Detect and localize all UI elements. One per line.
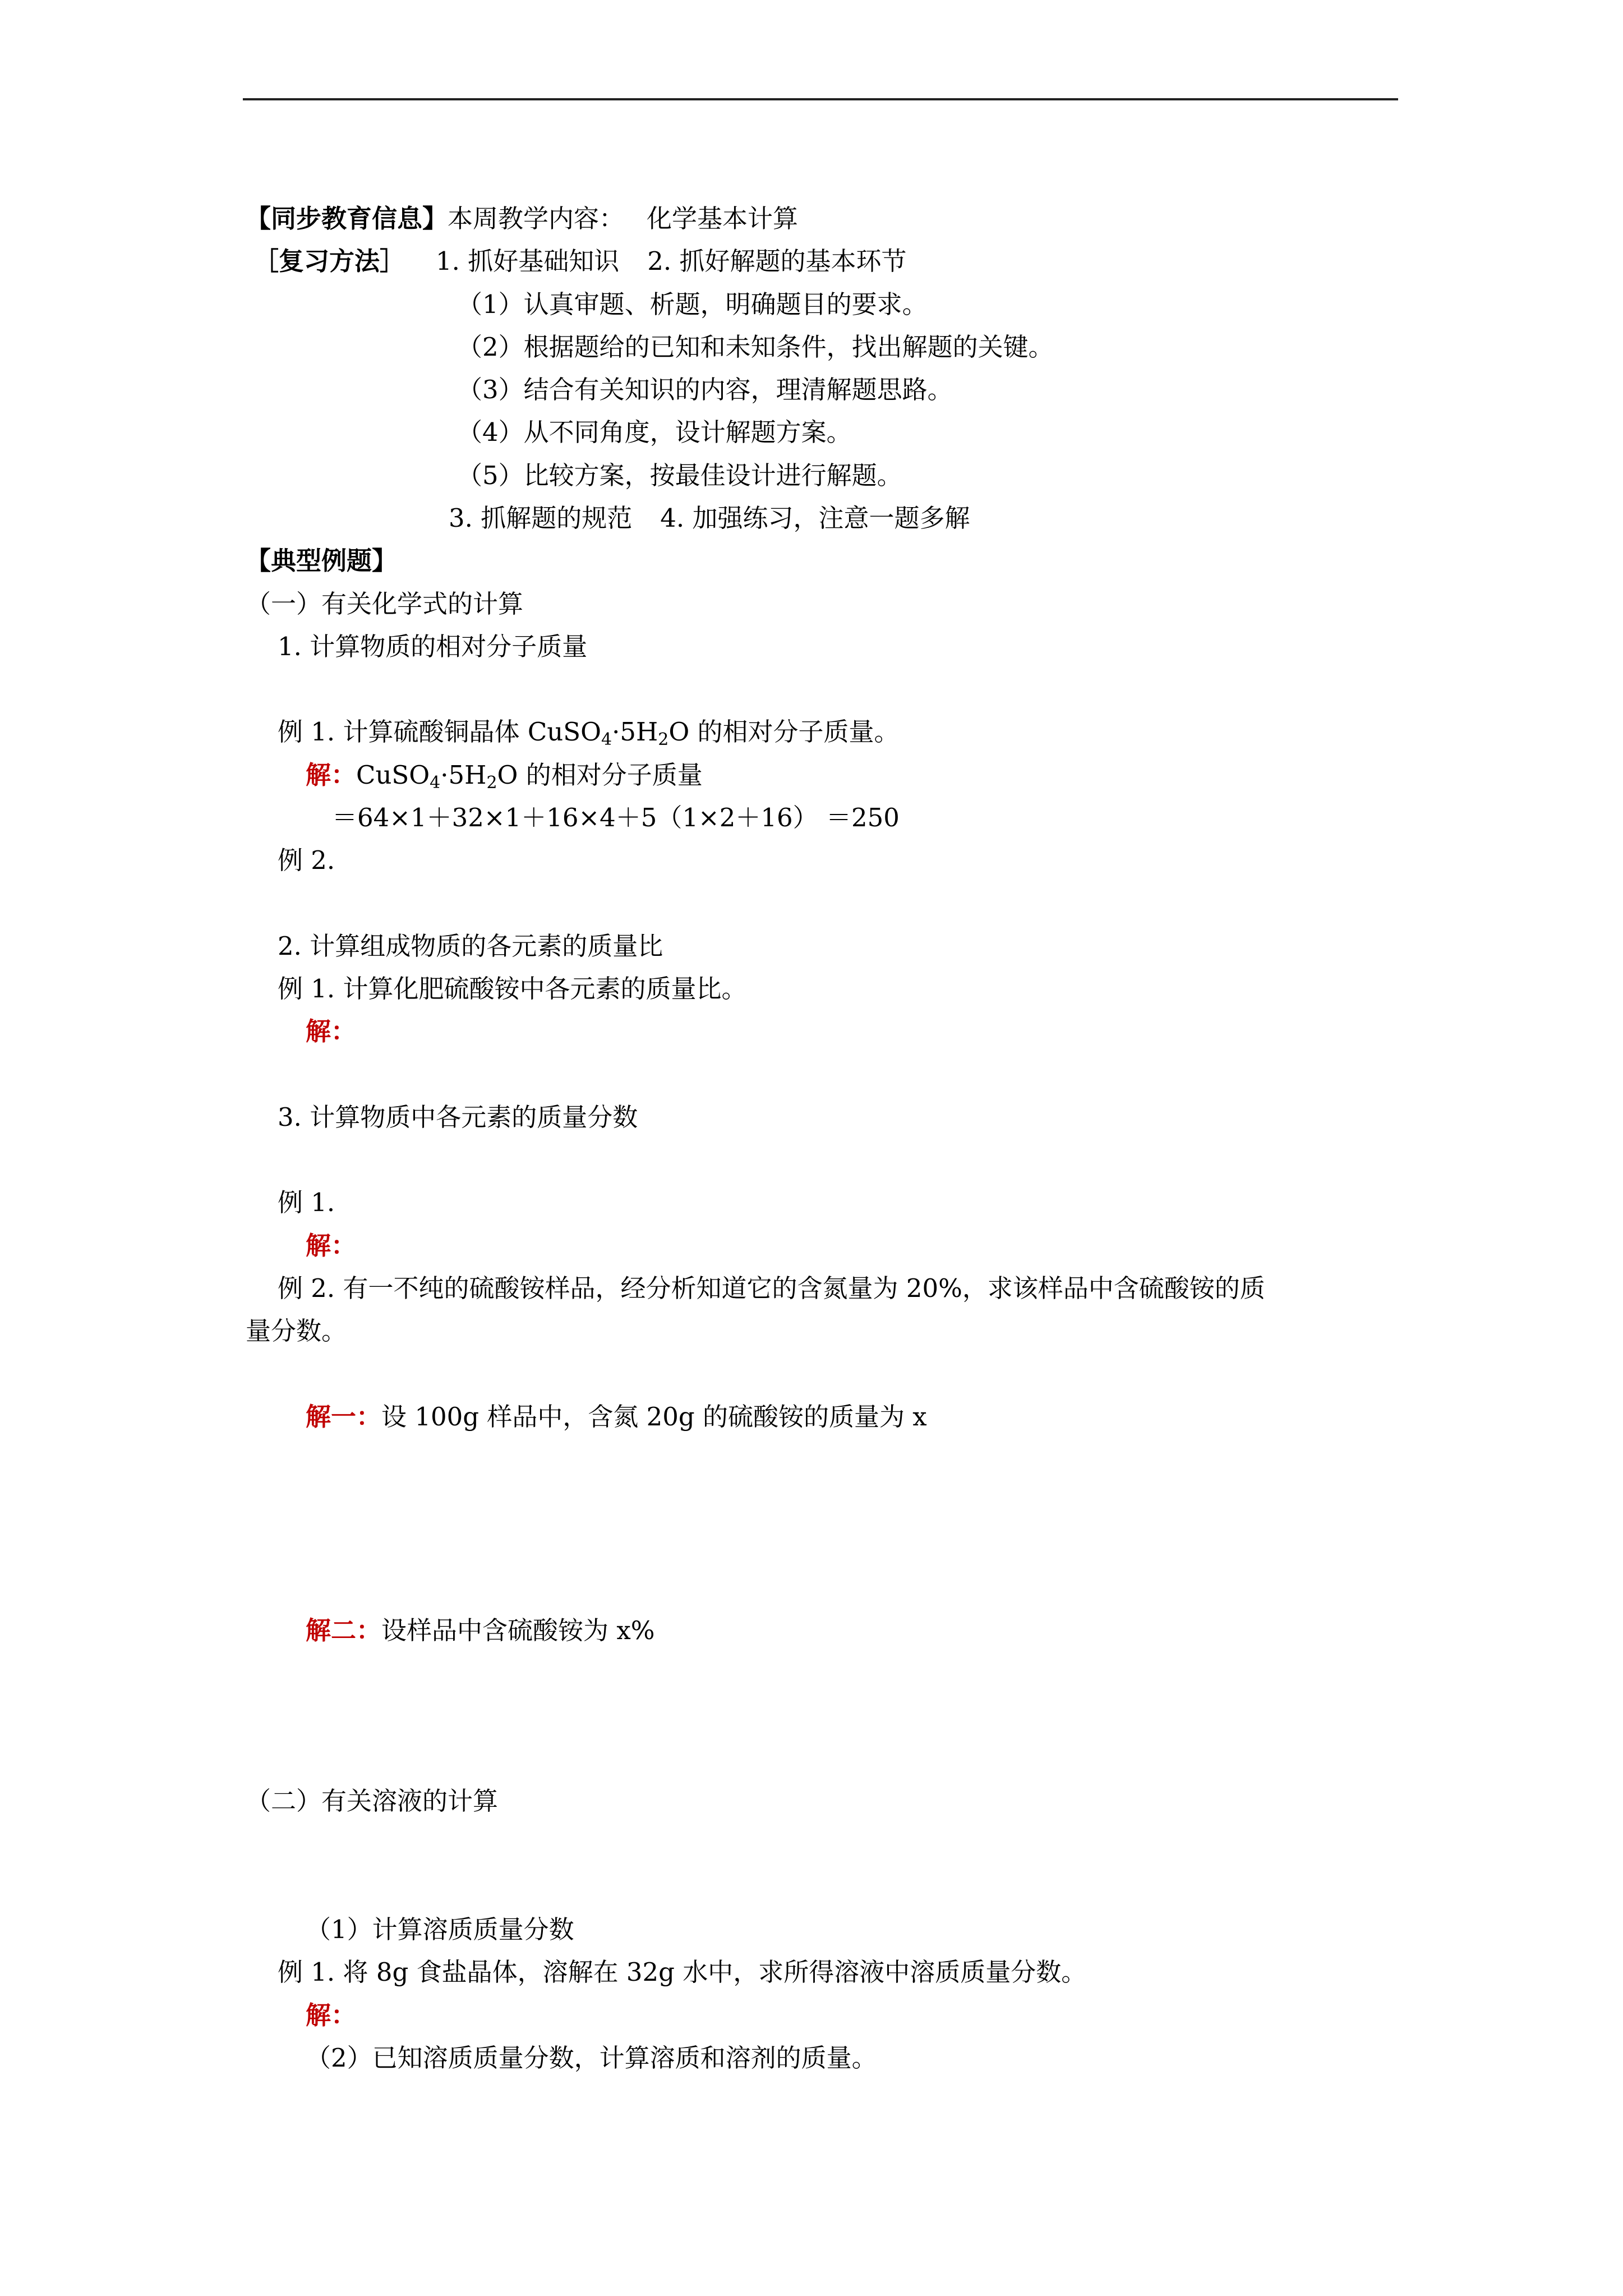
p1-s1-title: 1. 计算物质的相对分子质量 [278,632,588,661]
solution-one-label: 解一： [306,1402,382,1432]
sol-text-b: ·5H [440,760,487,790]
examples-label: 【典型例题】 [246,546,398,576]
p2-s1-solution-label: 解： [306,2000,357,2030]
review-item-1-2: 1. 抓好基础知识 [436,246,620,276]
review-step-2: （2）根据题给的已知和未知条件，找出解题的关键。 [457,332,1054,362]
solution-two-text: 设样品中含硫酸铵为 x% [381,1616,655,1645]
sol-sub-2: 2 [486,773,497,793]
p1-s2-example-1: 例 1. 计算化肥硫酸铵中各元素的质量比。 [278,974,747,1004]
ex1-text-c: O 的相对分子质量。 [668,717,900,747]
p1-s3-example-1: 例 1. [278,1188,335,1217]
ex1-sub-1: 4 [601,730,612,749]
solution-label: 解： [306,760,357,790]
solution-two [306,1614,654,1648]
review-line-1 [253,245,907,278]
sol-text-c: O 的相对分子质量 [497,760,703,790]
review-item-4: 4. 加强练习，注意一题多解 [660,503,970,533]
week-content-value: 化学基本计算 [647,204,799,233]
p1-s3-example-2-line1: 例 2. 有一不纯的硫酸铵样品，经分析知道它的含氮量为 20%，求该样品中含硫酸铵的质 [278,1273,1265,1303]
review-item-2: 2. 抓好解题的基本环节 [647,246,907,276]
p1-s2-solution-label: 解： [306,1016,357,1046]
review-step-3: （3）结合有关知识的内容，理清解题思路。 [457,375,953,404]
solution-one-text: 设 100g 样品中，含氮 20g 的硫酸铵的质量为 x [381,1402,927,1432]
p1-s3-solution-label: 解： [306,1231,357,1260]
section-label: 【同步教育信息】 [246,204,448,233]
ex1-sub-2: 2 [658,730,669,749]
solution-two-label: 解二： [306,1616,382,1645]
ex1-text-a: 例 1. 计算硫酸铜晶体 CuSO [278,717,601,747]
solution-one [306,1400,927,1434]
week-content-label: 本周教学内容： [448,204,625,233]
p1-s1-example-1 [278,715,900,749]
review-step-1: （1）认真审题、析题，明确题目的要求。 [457,289,928,319]
part1-title: （一）有关化学式的计算 [246,589,524,619]
p1-s1-calculation: ＝64×1＋32×1＋16×4＋5（1×2＋16） ＝250 [332,803,900,832]
p1-s3-title: 3. 计算物质中各元素的质量分数 [278,1102,638,1132]
p2-s2-title: （2）已知溶质质量分数，计算溶质和溶剂的质量。 [306,2043,877,2073]
ex1-text-b: ·5H [612,717,658,747]
p1-s1-example-2: 例 2. [278,845,335,875]
header-rule [243,98,1398,100]
sync-info-line [246,202,798,236]
review-step-5: （5）比较方案，按最佳设计进行解题。 [457,461,902,490]
p1-s1-solution [306,758,703,792]
part2-title: （二）有关溶液的计算 [246,1786,499,1816]
sol-sub-1: 4 [430,773,441,793]
p1-s3-example-2-line2: 量分数。 [246,1316,347,1346]
p1-s2-title: 2. 计算组成物质的各元素的质量比 [278,931,663,961]
p2-s1-title: （1）计算溶质质量分数 [306,1915,574,1944]
sol-text-a: CuSO [356,760,430,790]
review-step-4: （4）从不同角度，设计解题方案。 [457,417,852,447]
review-item-3: 3. 抓解题的规范 [449,503,633,533]
p2-s1-example-1: 例 1. 将 8g 食盐晶体，溶解在 32g 水中，求所得溶液中溶质质量分数。 [278,1957,1087,1987]
review-label: ［复习方法］ [253,246,405,276]
review-line-2 [449,501,970,535]
